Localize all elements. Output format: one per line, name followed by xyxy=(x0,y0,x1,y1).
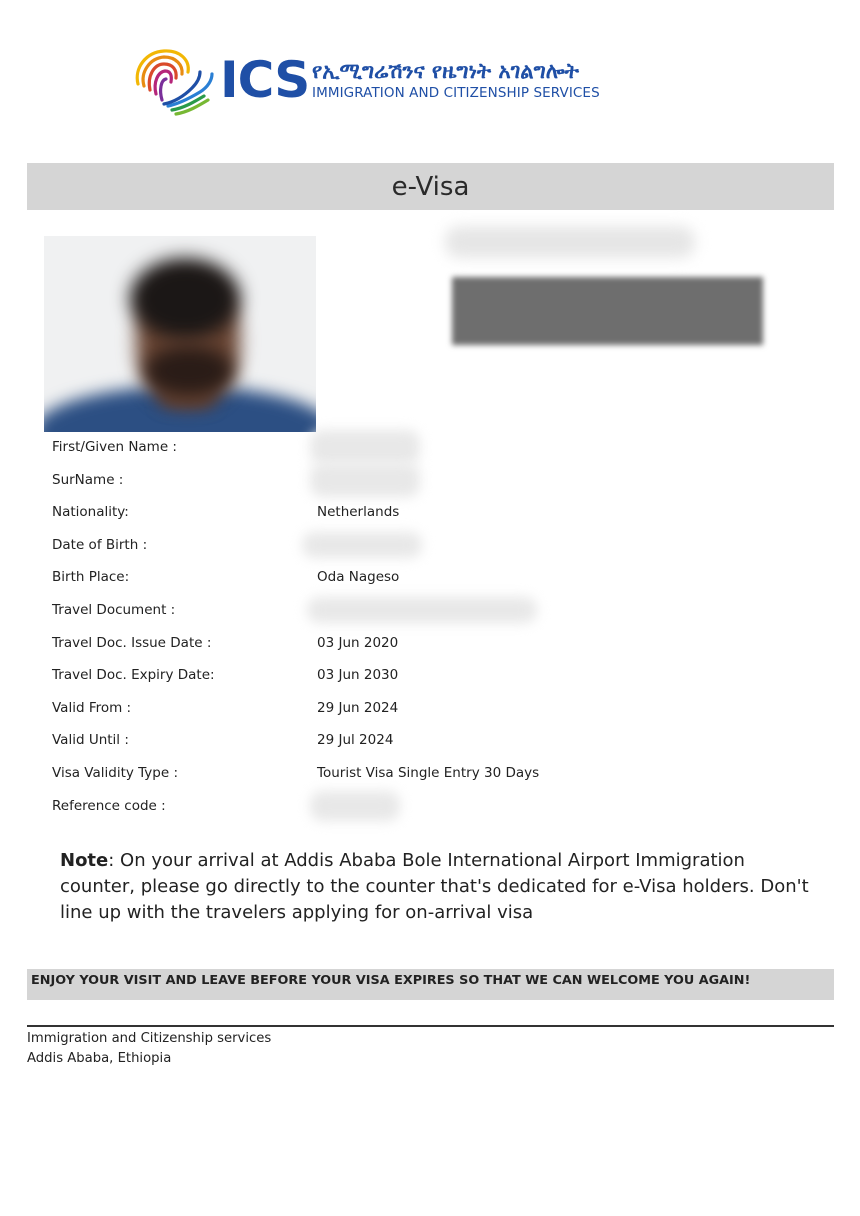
field-row-surname xyxy=(52,469,812,502)
field-label: Visa Validity Type : xyxy=(52,764,178,781)
page-title: e-Visa xyxy=(391,171,470,202)
visa-details xyxy=(52,436,812,827)
field-value: Netherlands xyxy=(317,504,400,521)
logo-amharic-title: የኢሚግሬሽንና የዜግነት አገልግሎት xyxy=(312,59,579,83)
applicant-photo xyxy=(44,236,316,432)
field-label: Reference code : xyxy=(52,797,166,814)
field-label: Date of Birth : xyxy=(52,536,148,553)
field-row-first-name xyxy=(52,436,812,469)
redacted-value xyxy=(307,597,537,623)
field-value: Tourist Visa Single Entry 30 Days xyxy=(317,764,540,781)
redacted-value xyxy=(310,430,420,464)
footer-organization: Immigration and Citizenship services xyxy=(27,1031,272,1046)
footer-divider xyxy=(27,1025,834,1027)
field-row-travel-document xyxy=(52,599,812,632)
field-label: SurName : xyxy=(52,471,124,488)
farewell-banner xyxy=(27,969,834,1000)
field-label: Travel Doc. Issue Date : xyxy=(52,634,212,651)
field-label: Birth Place: xyxy=(52,569,130,586)
field-label: Travel Document : xyxy=(52,601,176,618)
ics-logo xyxy=(128,46,598,116)
redacted-text xyxy=(445,226,695,258)
arrival-note xyxy=(60,848,810,926)
field-value: 29 Jul 2024 xyxy=(317,732,394,749)
field-row-date-of-birth xyxy=(52,534,812,567)
field-label: Valid Until : xyxy=(52,732,129,749)
field-row-visa-validity-type xyxy=(52,762,812,795)
field-row-birth-place xyxy=(52,566,812,599)
fingerprint-map-icon xyxy=(128,46,216,116)
note-label: Note xyxy=(60,850,109,871)
redacted-value xyxy=(310,791,400,821)
redacted-value xyxy=(302,532,422,558)
field-row-nationality xyxy=(52,501,812,534)
field-row-valid-until xyxy=(52,729,812,762)
field-row-valid-from xyxy=(52,697,812,730)
field-label: First/Given Name : xyxy=(52,439,177,455)
footer xyxy=(27,1029,271,1069)
farewell-banner-text: ENJOY YOUR VISIT AND LEAVE BEFORE YOUR VISA EXPIRES SO THAT WE CAN WELCOME YOU AGAIN! xyxy=(31,973,751,988)
redacted-barcode xyxy=(452,277,763,345)
field-label: Travel Doc. Expiry Date: xyxy=(52,667,215,684)
field-row-expiry-date xyxy=(52,664,812,697)
field-label: Valid From : xyxy=(52,699,132,716)
field-row-reference-code xyxy=(52,795,812,828)
field-value: 29 Jun 2024 xyxy=(317,699,399,716)
logo-english-title: IMMIGRATION AND CITIZENSHIP SERVICES xyxy=(312,85,600,101)
title-bar xyxy=(27,163,834,210)
field-value: 03 Jun 2020 xyxy=(317,634,399,651)
logo-ics-text: ICS xyxy=(220,51,310,109)
redacted-value xyxy=(310,463,420,497)
note-text: : On your arrival at Addis Ababa Bole International Airport Immigration counter, please go directly to the counter that's dedicated for e-Visa holders. Don't line up with the travelers applying for on-arrival visa xyxy=(60,850,809,923)
field-value: 03 Jun 2030 xyxy=(317,667,399,684)
field-row-issue-date xyxy=(52,632,812,665)
footer-location: Addis Ababa, Ethiopia xyxy=(27,1051,172,1066)
field-value: Oda Nageso xyxy=(317,569,400,586)
field-label: Nationality: xyxy=(52,504,129,521)
